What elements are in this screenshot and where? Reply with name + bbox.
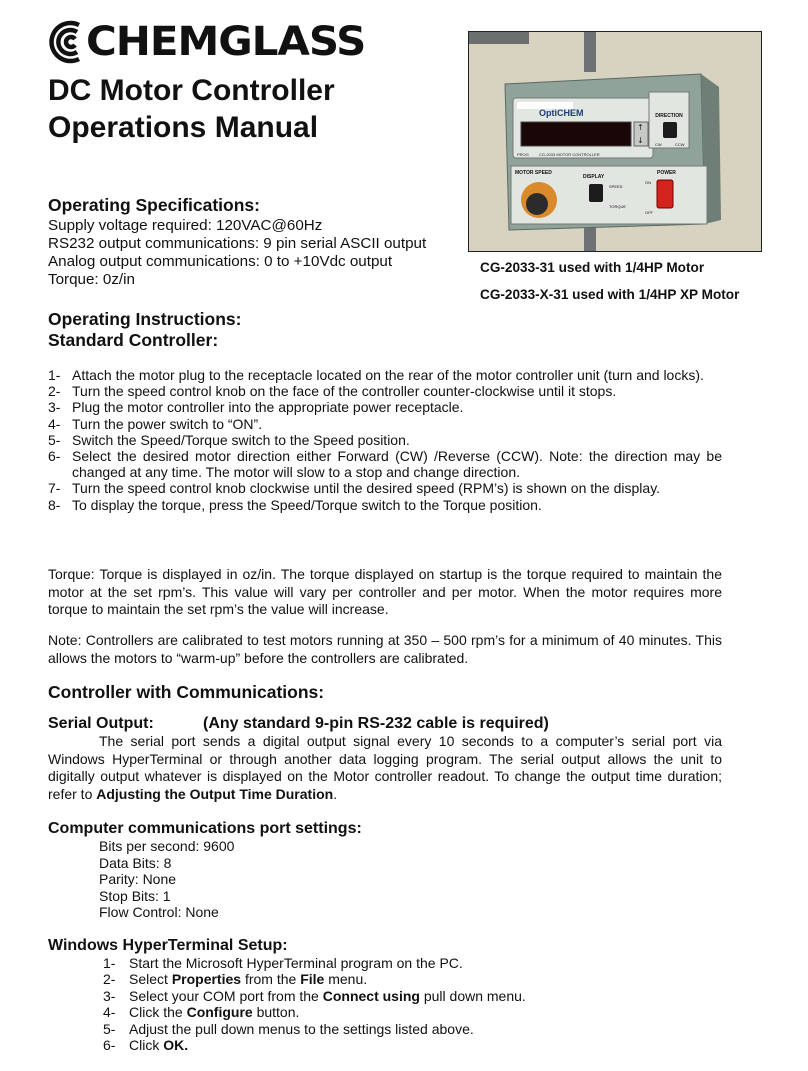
spec-line: RS232 output communications: 9 pin serial ASCII output <box>48 235 427 252</box>
svg-text:SPEED: SPEED <box>609 184 623 189</box>
page-title-line-2: Operations Manual <box>48 111 319 144</box>
calibration-note: Note: Controllers are calibrated to test motors running at 350 – 500 rpm’s for a minimum of 40 minutes. This allows the motors to “warm-up” before the controllers are calibrated. <box>48 632 722 666</box>
list-item: 6- Click OK. <box>103 1037 189 1054</box>
operating-steps <box>48 367 722 513</box>
svg-text:CCW: CCW <box>675 142 685 147</box>
instructions-heading: Operating Instructions: <box>48 309 242 329</box>
list-item: 1- Start the Microsoft HyperTerminal program on the PC. <box>103 955 463 971</box>
list-item: 5- Adjust the pull down menus to the settings listed above. <box>103 1020 474 1037</box>
svg-text:OptiCHEM: OptiCHEM <box>539 108 584 118</box>
adjust-output-reference: Adjusting the Output Time Duration <box>96 785 334 802</box>
spec-line: Analog output communications: 0 to +10Vdc output <box>48 253 393 270</box>
svg-text:CG-2033 MOTOR CONTROLLER: CG-2033 MOTOR CONTROLLER <box>539 152 600 157</box>
photo-caption-1: CG-2033-31 used with 1/4HP Motor <box>480 260 705 275</box>
serial-output-description: The serial port sends a digital output signal every 10 seconds to a computer’s serial port via Windows HyperTerminal or through another data logging program. The serial output allows the unit to digitally output whatever is displayed on the Motor controller readout. To change the output time duration; refer to Adjusting the Output Time Duration. <box>48 733 722 802</box>
svg-text:DISPLAY: DISPLAY <box>583 174 605 180</box>
svg-text:↑: ↑ <box>637 123 644 132</box>
svg-text:MOTOR SPEED: MOTOR SPEED <box>515 170 552 176</box>
port-setting: Data Bits: 8 <box>99 855 172 871</box>
logo-swirl-icon <box>46 19 84 65</box>
port-settings-heading: Computer communications port settings: <box>48 820 362 837</box>
list-item: 6- Select the desired motor direction either Forward (CW) /Reverse (CCW). Note: the direction may be changed at any time. The motor will slow to a stop and change direction. <box>48 448 722 481</box>
list-item: 4- Turn the power switch to “ON”. <box>48 415 263 432</box>
list-item: 3- Plug the motor controller into the appropriate power receptacle. <box>48 399 464 416</box>
list-item: 3- Select your COM port from the Connect using pull down menu. <box>103 987 526 1004</box>
svg-text:DIRECTION: DIRECTION <box>655 113 683 119</box>
svg-text:TORQUE: TORQUE <box>609 204 627 209</box>
hyperterminal-steps <box>103 955 526 1053</box>
svg-text:↓: ↓ <box>637 136 644 145</box>
list-item: 4- Click the Configure button. <box>103 1004 300 1021</box>
chemglass-logo <box>46 18 376 66</box>
spec-line: Supply voltage required: 120VAC@60Hz <box>48 217 323 234</box>
list-item: 1- Attach the motor plug to the receptacle located on the rear of the motor controller unit (turn and locks). <box>48 367 704 383</box>
hyperterminal-heading: Windows HyperTerminal Setup: <box>48 937 288 954</box>
communications-heading: Controller with Communications: <box>48 682 325 702</box>
port-setting: Bits per second: 9600 <box>99 838 235 854</box>
port-setting: Parity: None <box>99 871 177 887</box>
list-item: 8- To display the torque, press the Speed/Torque switch to the Torque position. <box>48 496 542 513</box>
spec-line: Torque: 0z/in <box>48 271 135 288</box>
photo-caption-2: CG-2033-X-31 used with 1/4HP XP Motor <box>480 287 740 302</box>
port-setting: Stop Bits: 1 <box>99 888 171 904</box>
list-item: 2- Turn the speed control knob on the face of the controller counter-clockwise until it stops. <box>48 383 617 400</box>
port-setting: Flow Control: None <box>99 904 219 920</box>
standard-controller-heading: Standard Controller: <box>48 330 219 350</box>
page-title-line-1: DC Motor Controller <box>48 74 335 107</box>
svg-text:POWER: POWER <box>657 170 676 176</box>
list-item: 5- Switch the Speed/Torque switch to the Speed position. <box>48 431 410 448</box>
svg-text:OFF: OFF <box>645 210 653 215</box>
svg-text:PROG: PROG <box>517 152 529 157</box>
list-item: 7- Turn the speed control knob clockwise until the desired speed (RPM’s) is shown on the display. <box>48 480 661 497</box>
list-item: 2- Select Properties from the File menu. <box>103 971 368 988</box>
serial-output-label: Serial Output: <box>48 715 154 732</box>
brand-name: CHEMGLASS <box>86 19 366 65</box>
svg-text:ON: ON <box>645 180 651 185</box>
product-photo <box>468 31 762 252</box>
torque-note: Torque: Torque is displayed in oz/in. The torque displayed on startup is the torque required to maintain the motor at the set rpm’s. This value will vary per controller and per motor. When the motor requires more torque to maintain the set rpm’s the value will increase. <box>48 566 722 617</box>
serial-output-note: (Any standard 9-pin RS-232 cable is required) <box>203 715 549 732</box>
specs-heading: Operating Specifications: <box>48 195 260 215</box>
svg-text:CW: CW <box>655 142 662 147</box>
